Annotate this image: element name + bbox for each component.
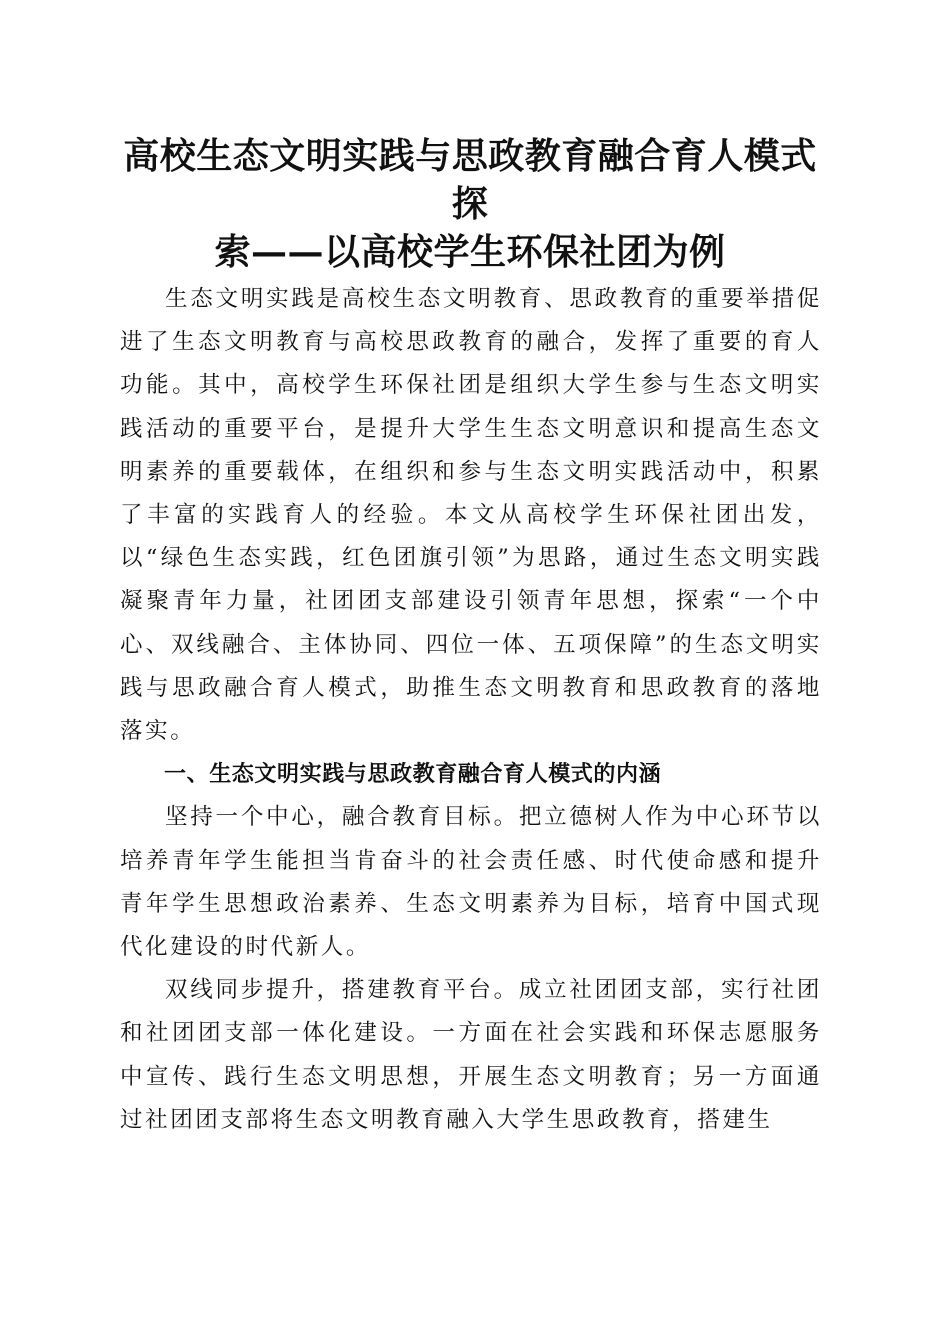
paragraph-dual-line: 双线同步提升，搭建教育平台。成立社团团支部，实行社团和社团团支部一体化建设。一方面在社会实践和环保志愿服务中宣传、践行生态文明思想，开展生态文明教育；另一方面通过社团团支部将生态文明教育融入大学生思政教育，搭建生 [120,977,822,1133]
section-heading: 一、生态文明实践与思政教育融合育人模式的内涵 [164,762,662,788]
document-body [120,278,822,1142]
paragraph-one-center: 坚持一个中心，融合教育目标。把立德树人作为中心环节以培养青年学生能担当肯奋斗的社会责任感、时代使命感和提升青年学生思想政治素养、生态文明素养为目标，培育中国式现代化建设的时代新人。 [120,804,822,961]
title-line-1: 高校生态文明实践与思政教育融合育人模式探 [123,135,817,225]
paragraph-intro: 生态文明实践是高校生态文明教育、思政教育的重要举措促进了生态文明教育与高校思政教育的融合，发挥了重要的育人功能。其中，高校学生环保社团是组织大学生参与生态文明实践活动的重要平台，是提升大学生生态文明意识和提高生态文明素养的重要载体，在组织和参与生态文明实践活动中，积累了丰富的实践育人的经验。本文从高校学生环保社团出发，以“绿色生态实践，红色团旗引领”为思路，通过生态文明实践凝聚青年力量，社团团支部建设引领青年思想，探索“一个中心、双线融合、主体协同、四位一体、五项保障”的生态文明实践与思政融合育人模式，助推生态文明教育和思政教育的落地落实。 [120,286,822,745]
title-line-2: 索——以高校学生环保社团为例 [214,231,726,273]
document-title [110,132,830,276]
